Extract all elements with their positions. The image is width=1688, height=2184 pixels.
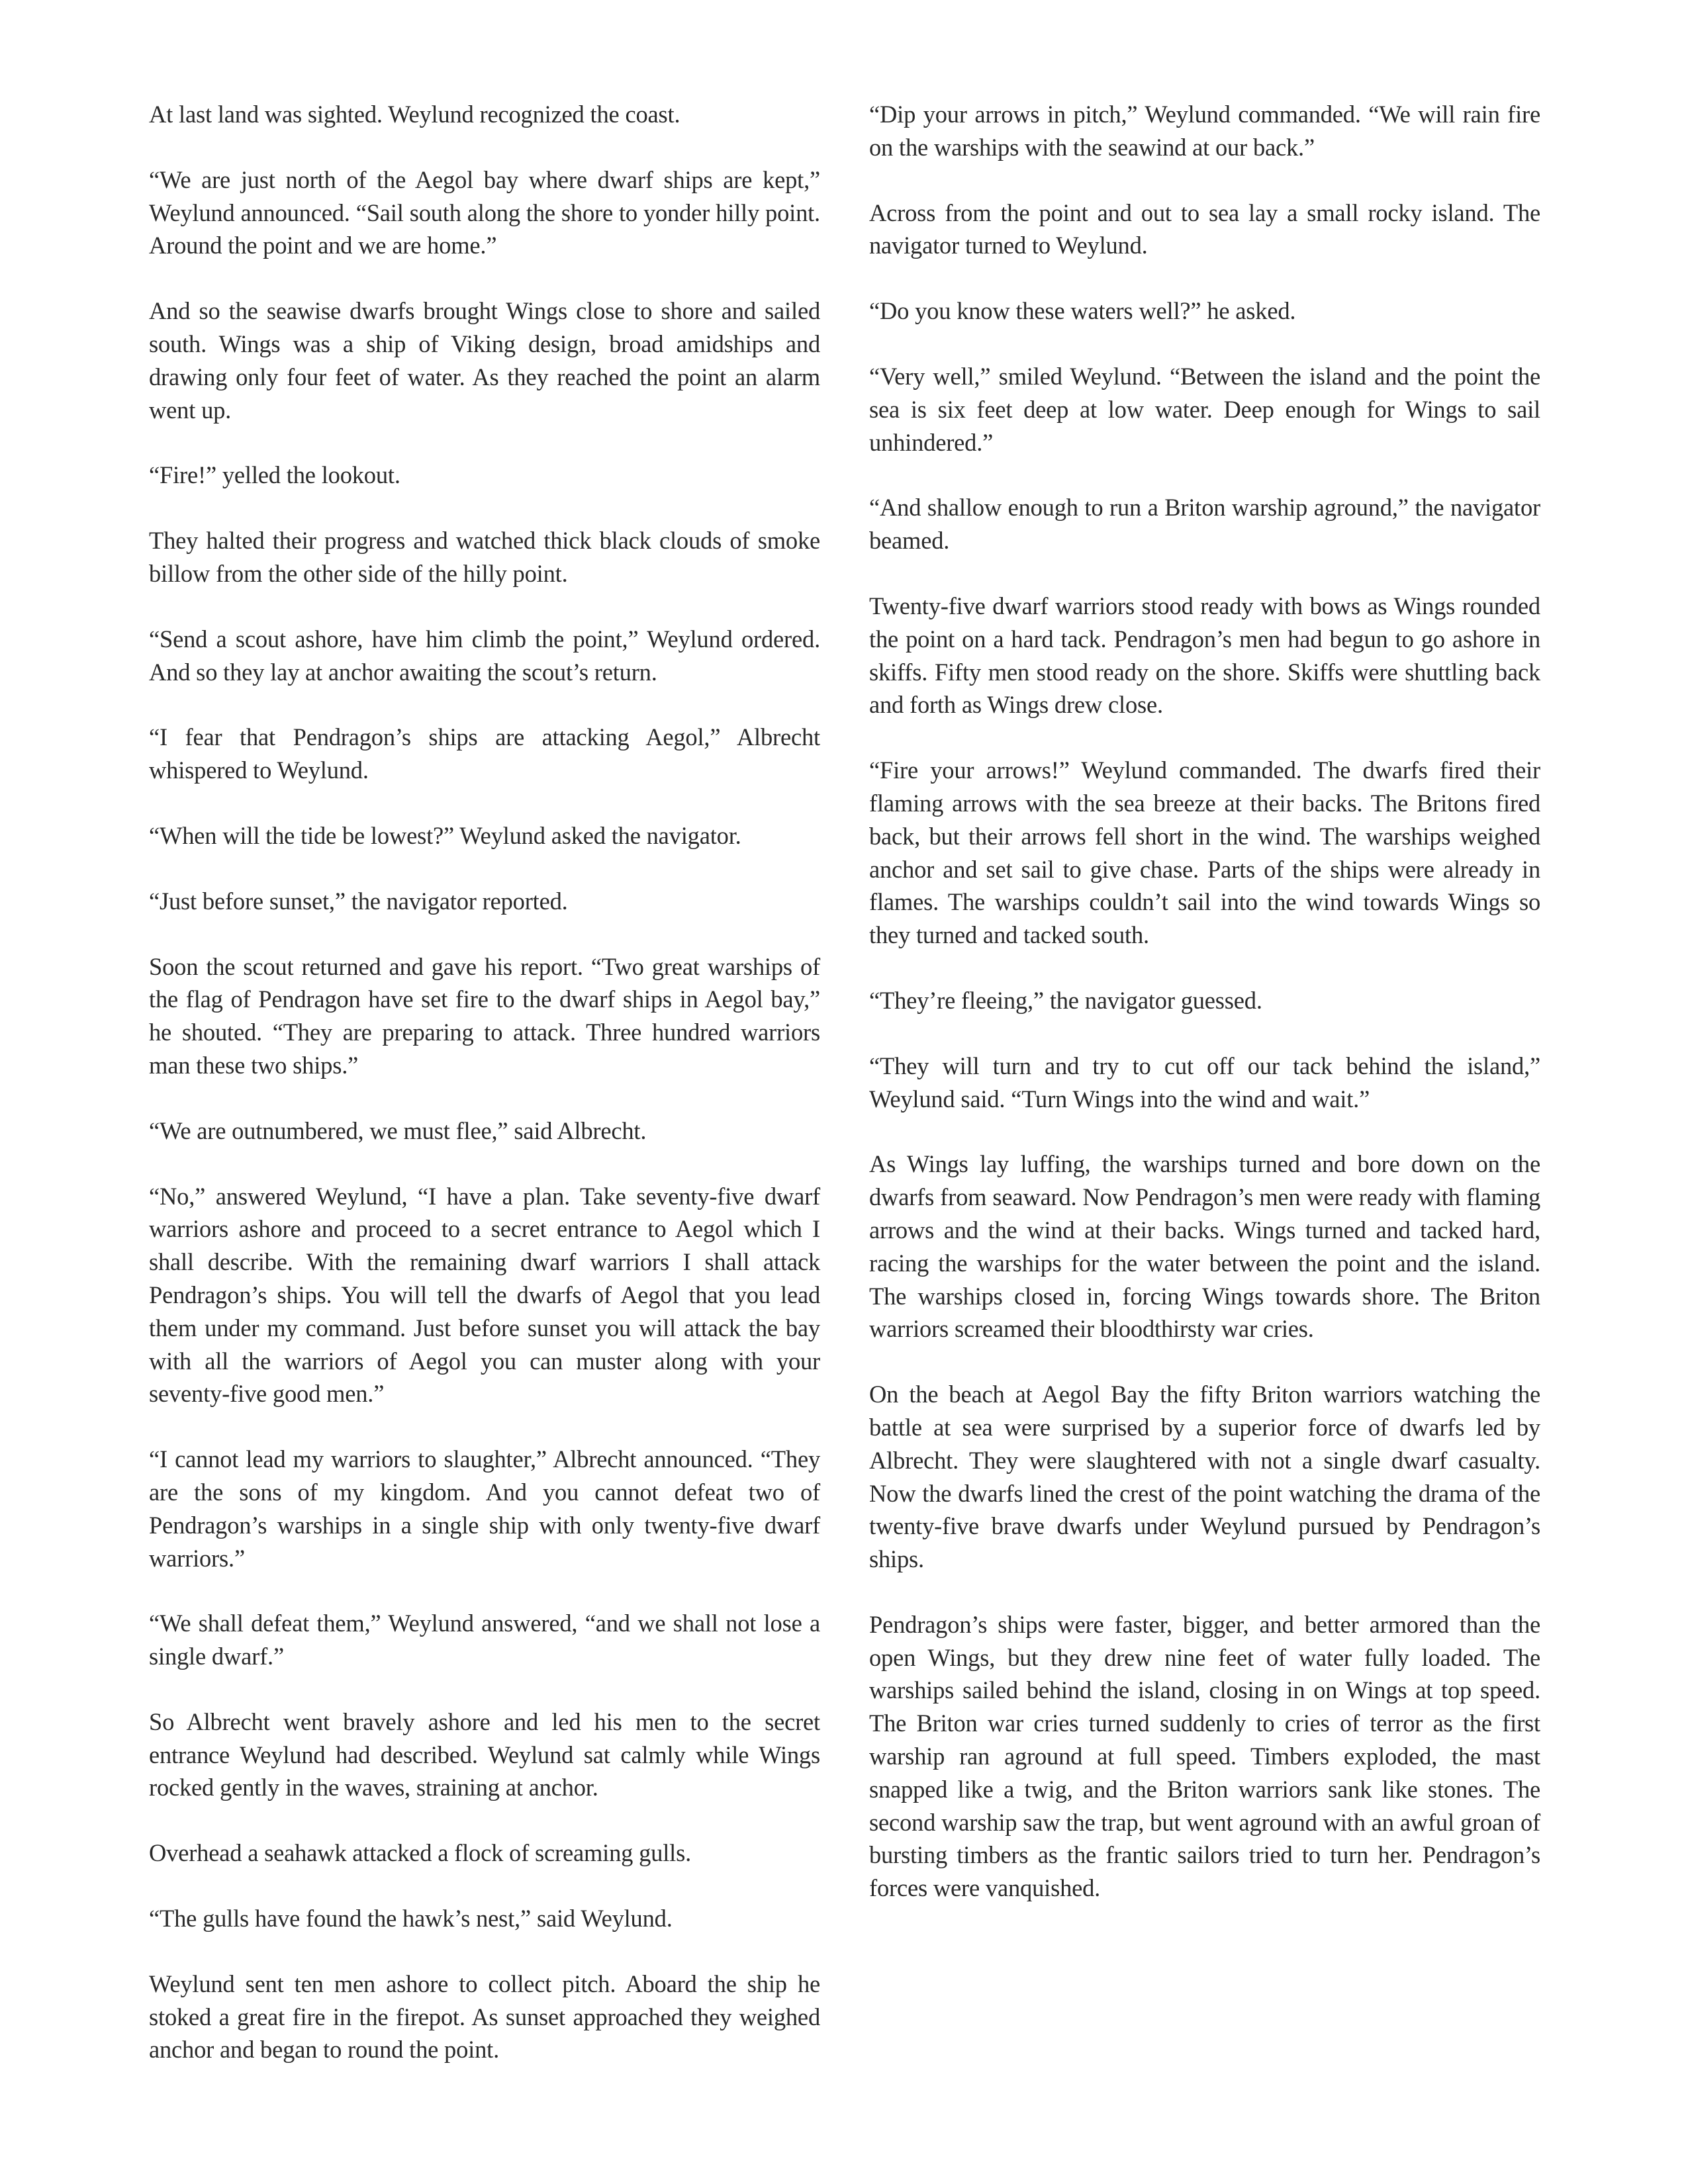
paragraph: “Very well,” smiled Weylund. “Between the island and the point the sea is six feet deep at low water. Deep enough for Wings to sail unhindered.” [869, 362, 1540, 456]
paragraph: “We are just north of the Aegol bay where dwarf ships are kept,” Weylund announced. “Sail south along the shore to yonder hilly point. Around the point and we are home.” [149, 165, 820, 259]
paragraph: So Albrecht went bravely ashore and led his men to the secret entrance Weylund had described. Weylund sat calmly while Wings rocked gently in the waves, straining at anchor. [149, 1707, 820, 1801]
paragraph: Pendragon’s ships were faster, bigger, and better armored than the open Wings, but they drew nine feet of water fully loaded. The warships sailed behind the island, closing in on Wings at top speed. The Briton war cries turned suddenly to cries of terror as the first warship ran aground at full speed. Timbers exploded, the mast snapped like a twig, and the Briton warriors sank like stones. The second warship saw the trap, but went aground with an awful groan of bursting timbers as the frantic sailors tried to turn her. Pendragon’s forces were vanquished. [869, 1610, 1540, 1902]
left-text-column [149, 98, 820, 2066]
paragraph: “Fire!” yelled the lookout. [149, 461, 400, 489]
paragraph: Twenty-five dwarf warriors stood ready with bows as Wings rounded the point on a hard tack. Pendragon’s men had begun to go ashore in skiffs. Fifty men stood ready on the shore. Skiffs were shuttling back and forth as Wings drew close. [869, 592, 1540, 719]
paragraph: “Fire your arrows!” Weylund commanded. The dwarfs fired their flaming arrows with the sea breeze at their backs. The Britons fired back, but their arrows fell short in the wind. The warships weighed anchor and set sail to give chase. Parts of the ships were already in flames. The warships couldn’t sail into the wind towards Wings so they turned and tacked south. [869, 756, 1540, 949]
paragraph: Weylund sent ten men ashore to collect pitch. Aboard the ship he stoked a great fire in the firepot. As sunset approached they weighed anchor and began to round the point. [149, 1970, 820, 2064]
paragraph: “We are outnumbered, we must flee,” said Albrecht. [149, 1116, 647, 1144]
paragraph: “Just before sunset,” the navigator reported. [149, 887, 568, 915]
paragraph: “I fear that Pendragon’s ships are attacking Aegol,” Albrecht whispered to Weylund. [149, 723, 820, 784]
paragraph: “Send a scout ashore, have him climb the point,” Weylund ordered. And so they lay at anchor awaiting the scout’s return. [149, 625, 820, 686]
right-text-column [869, 98, 1540, 1905]
paragraph: “They’re fleeing,” the navigator guessed. [869, 986, 1262, 1014]
paragraph: “Do you know these waters well?” he asked. [869, 297, 1296, 325]
paragraph: And so the seawise dwarfs brought Wings close to shore and sailed south. Wings was a ship of Viking design, broad amidships and drawing only four feet of water. As they reached the point an alarm went up. [149, 297, 820, 424]
paragraph: “The gulls have found the hawk’s nest,” said Weylund. [149, 1905, 673, 1933]
paragraph: They halted their progress and watched thick black clouds of smoke billow from the other side of the hilly point. [149, 527, 820, 587]
paragraph: “No,” answered Weylund, “I have a plan. Take seventy-five dwarf warriors ashore and proceed to a secret entrance to Aegol which I shall describe. With the remaining dwarf warriors I shall attack Pendragon’s ships. You will tell the dwarfs of Aegol that you lead them under my command. Just before sunset you will attack the bay with all the warriors of Aegol you can muster along with your seventy-five good men.” [149, 1182, 820, 1408]
paragraph: “When will the tide be lowest?” Weylund asked the navigator. [149, 821, 741, 849]
paragraph: Across from the point and out to sea lay a small rocky island. The navigator turned to Weylund. [869, 199, 1540, 259]
paragraph: “We shall defeat them,” Weylund answered, “and we shall not lose a single dwarf.” [149, 1610, 820, 1670]
paragraph: At last land was sighted. Weylund recognized the coast. [149, 101, 680, 128]
paragraph: “I cannot lead my warriors to slaughter,” Albrecht announced. “They are the sons of my kingdom. And you cannot defeat two of Pendragon’s warships in a single ship with only twenty-five dwarf warriors.” [149, 1445, 820, 1572]
paragraph: As Wings lay luffing, the warships turned and bore down on the dwarfs from seaward. Now Pendragon’s men were ready with flaming arrows and the wind at their backs. Wings turned and tacked hard, racing the warships for the water between the point and the island. The warships closed in, forcing Wings towards shore. The Briton warriors screamed their bloodthirsty war cries. [869, 1150, 1540, 1343]
paragraph: Soon the scout returned and gave his report. “Two great warships of the flag of Pendragon have set fire to the dwarf ships in Aegol bay,” he shouted. “They are preparing to attack. Three hundred warriors man these two ships.” [149, 952, 820, 1079]
paragraph: “They will turn and try to cut off our tack behind the island,” Weylund said. “Turn Wings into the wind and wait.” [869, 1052, 1540, 1113]
paragraph: Overhead a seahawk attacked a flock of screaming gulls. [149, 1839, 692, 1867]
paragraph: “Dip your arrows in pitch,” Weylund commanded. “We will rain fire on the warships with the seawind at our back.” [869, 101, 1540, 161]
paragraph: “And shallow enough to run a Briton warship aground,” the navigator beamed. [869, 494, 1540, 555]
paragraph: On the beach at Aegol Bay the fifty Briton warriors watching the battle at sea were surprised by a superior force of dwarfs led by Albrecht. They were slaughtered with not a single dwarf casualty. Now the dwarfs lined the crest of the point watching the drama of the twenty-five brave dwarfs under Weylund pursued by Pendragon’s ships. [869, 1381, 1540, 1573]
